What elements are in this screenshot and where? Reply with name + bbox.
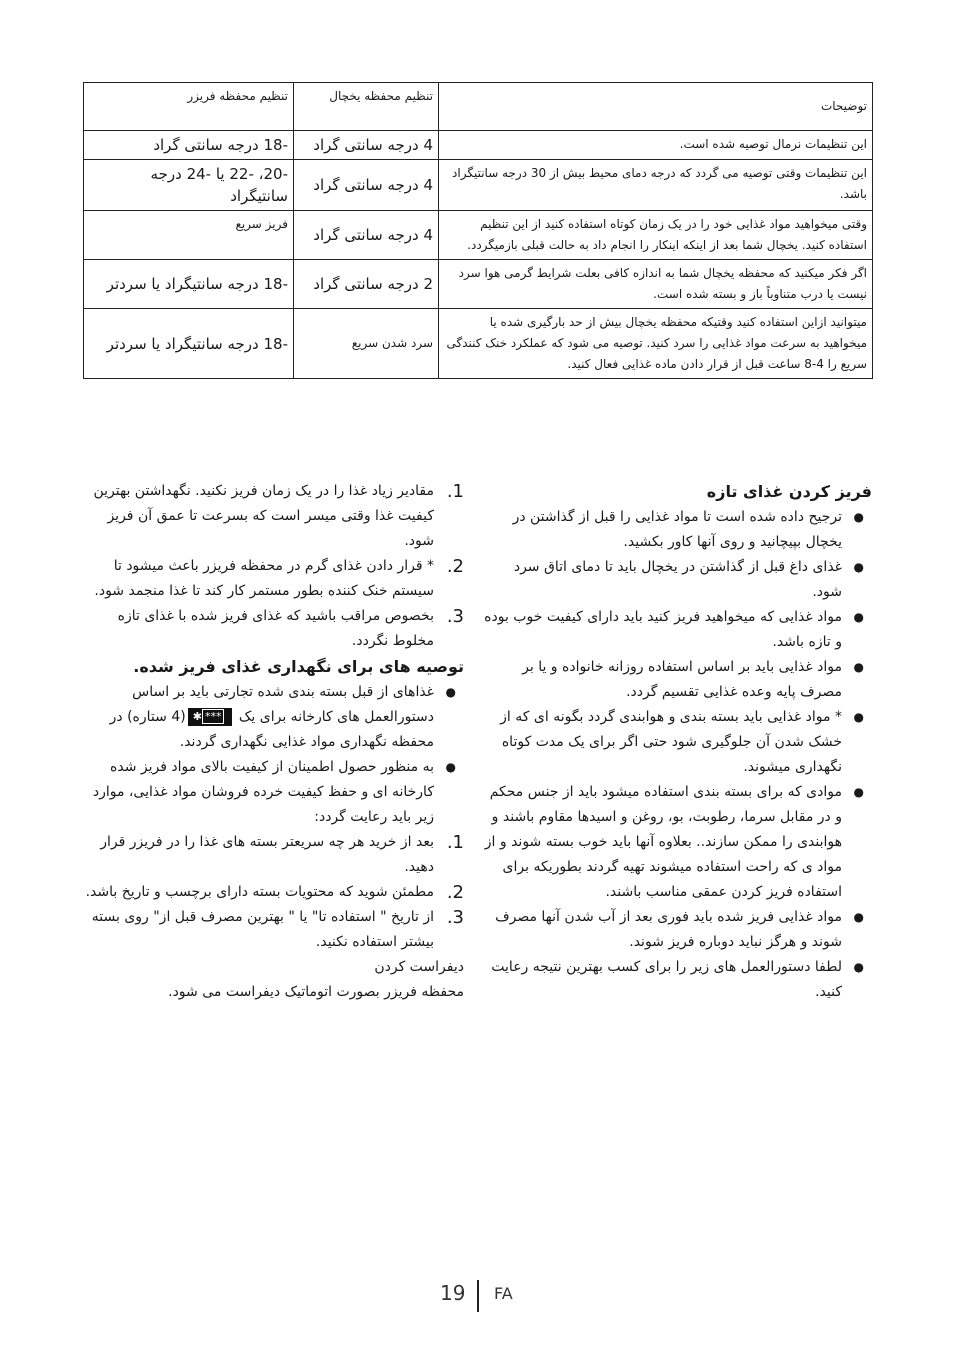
- list-item: ● * مواد غذایی باید بسته بندی و هوابندی گردد بگونه ای که از خشک شدن آن جلوگیری شود حتی اگر برای یک مدت کوتاه نگهداری میشوند.: [484, 705, 872, 780]
- bullet-icon: ●: [853, 960, 864, 974]
- freezing-steps: [82, 479, 464, 654]
- step-number: 3.: [446, 606, 464, 627]
- list-item: ● غذای داغ قبل از گذاشتن در یخچال باید تا دمای اتاق سرد شود.: [484, 555, 872, 605]
- language-code: FA: [494, 1284, 513, 1303]
- step-number: 2.: [446, 556, 464, 577]
- row-freezer: -18 درجه سانتیگراد یا سردتر: [84, 309, 294, 379]
- table-row: [84, 260, 873, 309]
- row-description: این تنظیمات وقتی توصیه می گردد که درجه دمای محیط بیش از 30 درجه سانتیگراد باشد.: [439, 160, 873, 211]
- bullet-icon: ●: [445, 760, 456, 774]
- row-fridge: سرد شدن سریع: [294, 309, 439, 379]
- table-row: [84, 309, 873, 379]
- four-star-freezer-icon: ***✱: [188, 708, 233, 726]
- row-fridge: 4 درجه سانتی گراد: [294, 160, 439, 211]
- section-heading: فریز کردن غذای تازه: [706, 482, 872, 501]
- row-freezer: فریز سریع: [84, 211, 294, 260]
- settings-table: [83, 82, 873, 379]
- row-description: این تنظیمات نرمال توصیه شده است.: [439, 131, 873, 160]
- list-item: 1. مقادیر زیاد غذا را در یک زمان فریز نکنید. نگهداشتن بهترین کیفیت غذا وقتی میسر است که بسرعت تا عمق آن فریز شود.: [93, 481, 464, 549]
- bullet-icon: ●: [445, 685, 456, 699]
- storage-steps: [82, 830, 464, 955]
- step-number: 2.: [446, 882, 464, 903]
- frozen-food-section: [82, 479, 464, 1005]
- bullet-icon: ●: [853, 660, 864, 674]
- bullet-icon: ●: [853, 560, 864, 574]
- list-item: ● مواد غذایی باید بر اساس استفاده روزانه خانواده و یا بر مصرف پایه وعده غذایی تقسیم گردد.: [484, 655, 872, 705]
- header-fridge: تنظیم محفظه یخچال: [294, 83, 439, 131]
- table-row: [84, 211, 873, 260]
- footer-divider: [477, 1280, 479, 1312]
- fresh-food-freezing-section: [484, 479, 872, 1005]
- section-heading: توصیه های برای نگهداری غذای فریز شده.: [133, 657, 464, 676]
- table-row: [84, 131, 873, 160]
- list-item: 3. بخصوص مراقب باشید که غذای فریز شده با غذای تازه مخلوط نگردد.: [117, 606, 464, 649]
- header-description: توضیحات: [439, 83, 873, 131]
- list-item: ● به منظور حصول اطمینان از کیفیت بالای مواد فریز شده کارخانه ای و حفظ کیفیت خرده فروشان مواد غذایی، موارد زیر باید رعایت گردد:: [82, 755, 464, 830]
- header-freezer: تنظیم محفظه فریزر: [84, 83, 294, 131]
- row-freezer: -18 درجه سانتی گراد: [84, 131, 294, 160]
- bullet-list: [82, 680, 464, 830]
- bullet-icon: ●: [853, 910, 864, 924]
- list-item: 2. مطمئن شوید که محتویات بسته دارای برچسب و تاریخ باشد.: [85, 882, 464, 903]
- defrost-text: محفظه فریزر بصورت اتوماتیک دیفراست می شود.: [168, 984, 464, 1000]
- table-header-row: [84, 83, 873, 131]
- list-item: ● موادی که برای بسته بندی استفاده میشود باید از جنس محکم و در مقابل سرما، رطوبت، بو، روغن و اسیدها مقاوم باشند و هوابندی را ممکن سازند.. بعلاوه آنها باید خوب بسته شوند و از مواد ی که راحت استفاده میشوند تهیه گردند بطوریکه برای استفاده فریز کردن عمقی مناسب باشند.: [484, 780, 872, 905]
- list-item: ● ترجیح داده شده است تا مواد غذایی را قبل از گذاشتن در یخچال بپیچانید و روی آنها کاور بکشید.: [484, 505, 872, 555]
- row-freezer: -18 درجه سانتیگراد یا سردتر: [84, 260, 294, 309]
- step-number: 1.: [446, 832, 464, 853]
- bullet-list: [484, 505, 872, 1005]
- row-freezer: -20، -22 یا -24 درجه سانتیگراد: [84, 160, 294, 211]
- list-item: ● لطفا دستورالعمل های زیر را برای کسب بهترین نتیجه رعایت کنید.: [484, 955, 872, 1005]
- bullet-icon: ●: [853, 610, 864, 624]
- list-item: ● مواد غذایی که میخواهید فریز کنید باید دارای کیفیت خوب بوده و تازه باشد.: [484, 605, 872, 655]
- bullet-icon: ●: [853, 710, 864, 724]
- page-number: 19: [440, 1281, 466, 1305]
- list-item: ● مواد غذایی فریز شده باید فوری بعد از آب شدن آنها مصرف شوند و هرگز نباید دوباره فریز شوند.: [484, 905, 872, 955]
- step-number: 3.: [446, 907, 464, 928]
- defrost-heading: دیفراست کردن: [374, 959, 464, 975]
- list-item: 2. * قرار دادن غذای گرم در محفظه فریزر باعث میشود تا سیستم خنک کننده بطور مستمر کار کند تا غذا منجمد شود.: [94, 556, 464, 599]
- list-item: 1. بعد از خرید هر چه سریعتر بسته های غذا را در فریزر قرار دهید.: [100, 832, 464, 875]
- row-fridge: 4 درجه سانتی گراد: [294, 211, 439, 260]
- table-row: [84, 160, 873, 211]
- row-fridge: 2 درجه سانتی گراد: [294, 260, 439, 309]
- bullet-icon: ●: [853, 510, 864, 524]
- row-fridge: 4 درجه سانتی گراد: [294, 131, 439, 160]
- row-description: میتوانید ازاین استفاده کنید وقتیکه محفظه یخچال بیش از حد بارگیری شده یا میخواهید به سرعت مواد غذایی را سرد کنید. توصیه می شود که عملکرد خنک کنندگی سریع را 4-8 ساعت قبل از قرار دادن ماده غذایی فعال کنید.: [439, 309, 873, 379]
- row-description: اگر فکر میکنید که محفظه یخچال شما به اندازه کافی بعلت شرایط گرمی هوا سرد نیست یا درب متناوباً باز و بسته شده است.: [439, 260, 873, 309]
- list-item: ● غذاهای از قبل بسته بندی شده تجارتی باید بر اساس دستورالعمل های کارخانه برای یک ***✱(4 ستاره) در محفظه نگهداری مواد غذایی نگهداری گردند.: [82, 680, 464, 755]
- list-item: 3. از تاریخ " استفاده تا" یا " بهترین مصرف قبل از" روی بسته بیشتر استفاده نکنید.: [91, 907, 464, 950]
- row-description: وقتی میخواهید مواد غذایی خود را در یک زمان کوتاه استفاده کنید از این تنظیم استفاده کنید. یخچال شما بعد از اینکه اینکار را انجام داد به حالت قبلی بازمیگردد.: [439, 211, 873, 260]
- bullet-icon: ●: [853, 785, 864, 799]
- step-number: 1.: [446, 481, 464, 502]
